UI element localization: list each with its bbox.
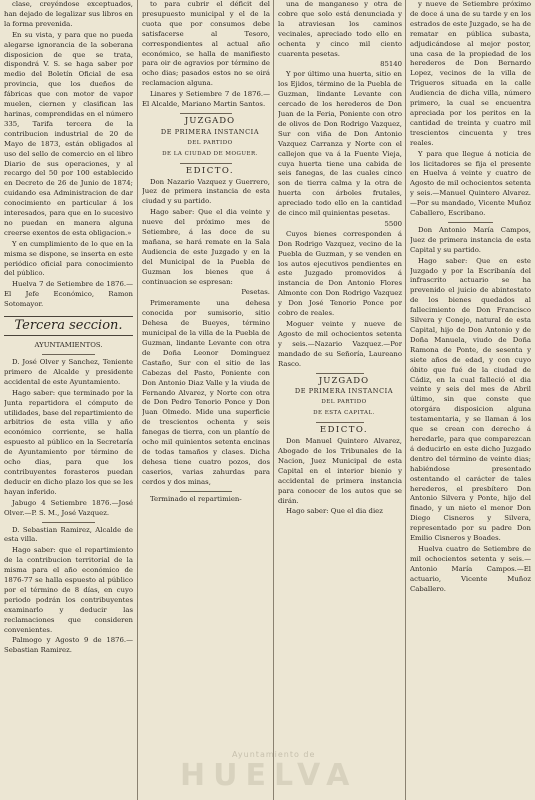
juzgado-line: DE PRIMERA INSTANCIA xyxy=(160,127,260,136)
partido-place: DE LA CIUDAD DE MOGUER. xyxy=(162,150,258,157)
notice1-2: Jabugo 4 Setiembre 1876.—José Olver.—P. S. M., José Vazquez. xyxy=(4,498,133,517)
column-1 xyxy=(4,0,133,800)
col3-edicto-body: Don Manuel Quintero Alvarez, Abogado de los Tribunales de la Nacion, Juez Municipal de esta Capital en el interior bienio y accidental de primera instancia para conocer de los autos que se dirán. xyxy=(278,437,402,505)
col4-top-0: y nueve de Setiembre próximo de doce á una de su tarde y en los estrados de este Juzgado, se ha de rematar en pública subasta, adjudicándose al mejor postor, una casa de la propiedad de los herederos de Don Bernardo Lopez, vecinos de la villa de Trigueros situada en la calle Audiencia de dicha villa, número primero, la cual se encuentra apreciada por los peritos en la cantidad de treinta y cuatro mil trescientos cincuenta y tres reales. xyxy=(410,0,531,147)
col3-top: una de manganeso y otra de cobre que solo está denunciada y la atraviesan los caminos vecinales, apreciado todo ello en ochenta y cinco mil ciento cuarenta pesetas. xyxy=(278,0,402,58)
notice1-1: Hago saber: que terminado por la Junta repartidora el cómputo de utilidades, base del repartimiento de arbitrios de esta villa y año económico corriente, se halla espuesto al público en la Secretaría de Ayuntamiento por término de ocho dias, para que los contribuyentes forasteros puedan deducir en dicho plazo los que se les hayan inferido. xyxy=(4,388,133,496)
col1-intro-0: clase, creyéndose exceptuados, han dejado de legalizar sus libros en la forma prevenida. xyxy=(4,0,133,28)
juzgado-heading: JUZGADO xyxy=(184,115,236,126)
col2-body-1: Hago saber: Que el dia veinte y nueve del próximo mes de Setiembre, á las doce de su mañana, se hará remate en la Sala Audiencia de este Juzgado y en la del Municipal de la Puebla de Guzman los bienes que á continuacion se espresan: xyxy=(142,208,270,286)
divider xyxy=(42,354,95,355)
divider xyxy=(180,113,232,114)
col4-top-1: Y para que llegue á noticia de los licitadores se fija el presente en Huelva á veinte y cuatro de Agosto de mil ochocientos setenta y seis.—Manuel Quintero Alvarez.—Por su mandado, Vicente Muñoz Caballero, Escribano. xyxy=(410,149,531,218)
edicto-heading-2: EDICTO. xyxy=(319,425,369,436)
column-rule xyxy=(137,0,138,800)
pesetas-label: Pesetas. xyxy=(241,288,270,297)
col4-notice-0: Don Antonio María Campos, Juez de primera instancia de esta Capital y su partido. xyxy=(410,225,531,254)
edicto-heading: EDICTO. xyxy=(185,165,235,176)
column-rule xyxy=(273,0,274,800)
col2-top-0: to para cubrir el déficit del presupuesto municipal y el de la cuota que por consumos debe satisfacerse al Tesoro, correspondientes al actual año económico, se halla de manifiesto para oir de agravios por término de ocho dias; pasados estos no se oirá reclamacion alguna. xyxy=(142,0,270,88)
juzgado-line-2: DE PRIMERA INSTANCIA xyxy=(294,387,394,396)
col3-rest-1: Moguer veinte y nueve de Agosto de mil ochocientos setenta y seis.—Nazario Vazquez.—Por mandado de su Señoría, Laureano Rasco. xyxy=(278,320,402,368)
col3-last-line: Hago saber: Que el dia diez xyxy=(286,507,383,516)
col2-top-1: Linares y Setiembre 7 de 1876.—El Alcalde, Mariano Martin Santos. xyxy=(142,90,270,109)
divider xyxy=(180,163,232,164)
col4-notice-2: Huelva cuatro de Setiembre de mil ochocientos setenta y seis.—Antonio María Campos.—El actuario, Vicente Muñoz Caballero. xyxy=(410,544,531,593)
notice1-0: D. José Olver y Sanchez, Teniente primero de Alcalde y presidente accidental de este Ayuntamiento. xyxy=(4,358,133,386)
partido-label: DEL PARTIDO xyxy=(187,139,233,146)
col4-notice-1: Hago saber: Que en este Juzgado y por la Escribanía del infrascrito actuario se ha prevenido el juicio de abintestato de los bienes quedados al fallecimiento de Don Francisco Silvera y Conejo, natural de esta Capital, hijo de Don Antonio y de Doña Manuela, viudo de Doña Ramona de Ponte, de sesenta y siete años de edad, y con cuyo óbito que fué de la ciudad de Cádiz, en la cual falleció el dia veinte y seis del mes de Abril último, sin que conste que otorgára disposicion alguna testamentaria, y se llaman á los que se crean con derecho á heredarle, para que comparezcan á deducirlo en este dicho Juzgado dentro del término de veinte dias; habiéndose presentado ostentando el carácter de tales herederos, el presbítero Don Antonio Silvera y Ponte, hijo del finado, y un nieto el menor Don Diego Cisneros y Silvera, representado por su padre Don Emilio Cisneros y Boades. xyxy=(410,256,531,543)
column-2 xyxy=(142,0,270,800)
partido-label-2: DEL PARTIDO xyxy=(321,399,367,406)
col1-intro-3: Huelva 7 de Setiembre de 1876.—El Jefe Económico, Ramon Sotomayor. xyxy=(4,280,133,309)
divider xyxy=(316,422,364,423)
partido-place-2: DE ESTA CAPITAL. xyxy=(313,410,375,417)
ayuntamientos-heading: AYUNTAMIENTOS. xyxy=(34,341,103,350)
col1-intro-1: En su vista, y para que no pueda alegarse ignorancia de la soberana disposicion de que se trata, dispondrá V. S. se haga saber por medio del Boletín Oficial de esa provincia, que los dueños de fábricas que con motor de vapor muelen, ciernen y clasifican las harinas, comprendidas en el número 335, Tarifa tercera de la contribucion industrial de 20 de Mayo de 1873, están obligados al uso del sello de comercio en el libro Diario de sus operaciones, y al recargo del 50 por 100 establecido en Decreto de 26 de Junio de 1874; cuidando esa Administracion de dar conocimiento en particular á los interesados, para que en lo sucesivo no puedan en manera alguna creerse exentos de esta obligacion.» xyxy=(4,30,133,237)
col3-rest-0: Cuyos bienes corresponden á Don Rodrigo Vazquez, vecino de la Puebla de Guzman, y se venden en los autos ejecutivos pendientes en este Juzgado promovidos á instancia de Don Antonio Flores Almonte con Don Rodrigo Vazquez y Don José Tenorio Ponce por cobro de reales. xyxy=(278,229,402,318)
watermark-subtitle: Ayuntamiento de xyxy=(232,750,316,759)
amount-1: 85140 xyxy=(380,60,402,69)
divider xyxy=(448,222,493,223)
col2-bottom: Terminado el repartimien- xyxy=(150,494,242,503)
notice2-0: D. Sebastian Ramirez, Alcalde de esta villa. xyxy=(4,525,133,544)
notice2-2: Palmogo y Agosto 9 de 1876.—Sebastian Ramirez. xyxy=(4,636,133,655)
divider xyxy=(316,373,364,374)
col2-body-0: Don Nazario Vazquez y Guerrero, Juez de primera instancia de esta ciudad y su partido. xyxy=(142,177,270,206)
section-title: Tercera seccion. xyxy=(4,316,133,336)
amount-2: 5500 xyxy=(384,219,402,228)
col3-parcel: Y por último una huerta, sitio en los Ejidos, término de la Puebla de Guzman, lindante Levante con cercado de los herederos de Don Juan de la Feria, Poniente con otro de olivos de Don Rodrigo Vazquez, Sur con viña de Don Antonio Vazquez Carranza y Norte con el callejon que va á la Fuente Vieja, cuya huerta tiene una cabida de seis fanegas, de las cuales cinco son de tierra calma y la otra de huerta con árboles frutales, apreciado todo ello en la cantidad de cinco mil quinientas pesetas. xyxy=(278,70,402,218)
column-3 xyxy=(278,0,402,800)
divider xyxy=(42,522,95,523)
notice2-1: Hago saber: que el repartimiento de la contribucion territorial de la misma para el año económico de 1876-77 se halla espuesto al público por el término de 8 días, en cuyo periodo podrán los contribuyentes examinarlo y deducir las reclamaciones que consideren convenientes. xyxy=(4,546,133,634)
col1-intro-2: Y en cumplimiento de lo que en la misma se dispone, se inserta en este periódico oficial para conocimiento del público. xyxy=(4,239,133,278)
juzgado-heading-2: JUZGADO xyxy=(318,375,370,386)
column-4 xyxy=(410,0,531,800)
column-rule xyxy=(405,0,406,800)
col2-finca-0: Primeramente una dehesa conocida por sumisorio, sitio Dehesa de Bueyes, término municipal de la villa de la Puebla de Guzman, lindante Levante con otra de Doña Leonor Dominguez Castaño, Sur con el sitio de las Cabezas del Pasto, Poniente con Don Antonio Diaz Valle y la viuda de Fernando Alvarez, y Norte con otra de Don Pedro Tenorio Ponce y Don Juan Olmedo. Mide una superficie de trescientos ochenta y seis fanegas de tierra, con un plantío de ocho mil quinientos setenta encinas de todas tamaños y clases. Dicha dehesa tiene cuatro pozos, dos caserios, varias zahurdas para cerdos y dos minas, xyxy=(142,299,270,486)
watermark-logo: HUELVA xyxy=(180,758,358,793)
divider xyxy=(180,491,232,492)
